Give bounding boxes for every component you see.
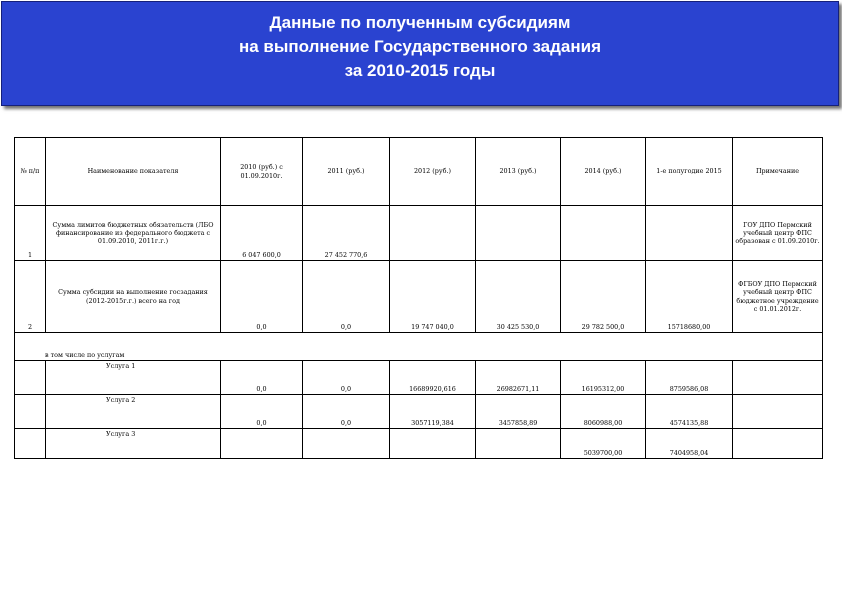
row1-2014 bbox=[561, 206, 646, 261]
service1-name: Услуга 1 bbox=[46, 361, 221, 395]
header-note: Примечание bbox=[733, 138, 823, 206]
header-2011: 2011 (руб.) bbox=[303, 138, 390, 206]
table-row bbox=[15, 395, 823, 429]
service1-2011: 0,0 bbox=[303, 361, 390, 395]
title-line-2: на выполнение Государственного задания bbox=[238, 37, 602, 56]
table-row bbox=[15, 206, 823, 261]
service2-2010: 0,0 bbox=[221, 395, 303, 429]
service2-2015: 4574135,88 bbox=[646, 395, 733, 429]
row2-name: Сумма субсидии на выполнение госзадания (2012-2015г.г.) всего на год bbox=[46, 261, 221, 333]
table-row bbox=[15, 361, 823, 395]
service3-2010 bbox=[221, 429, 303, 459]
row2-2015: 15718680,00 bbox=[646, 261, 733, 333]
service1-2014: 16195312,00 bbox=[561, 361, 646, 395]
service1-2010: 0,0 bbox=[221, 361, 303, 395]
service1-note bbox=[733, 361, 823, 395]
service2-2013: 3457858,89 bbox=[476, 395, 561, 429]
row2-2014: 29 782 500,0 bbox=[561, 261, 646, 333]
service2-name: Услуга 2 bbox=[46, 395, 221, 429]
service3-2012 bbox=[390, 429, 476, 459]
subtitle-row bbox=[15, 333, 823, 361]
row1-num: 1 bbox=[15, 206, 46, 261]
service1-2013: 26982671,11 bbox=[476, 361, 561, 395]
row1-2015 bbox=[646, 206, 733, 261]
header-2012: 2012 (руб.) bbox=[390, 138, 476, 206]
header-num: № п/п bbox=[15, 138, 46, 206]
service1-num bbox=[15, 361, 46, 395]
service1-2012: 16689920,616 bbox=[390, 361, 476, 395]
header-2010: 2010 (руб.) с 01.09.2010г. bbox=[221, 138, 303, 206]
service3-name: Услуга 3 bbox=[46, 429, 221, 459]
row2-2013: 30 425 530,0 bbox=[476, 261, 561, 333]
title-line-3: за 2010-2015 годы bbox=[344, 61, 496, 80]
service2-2014: 8060988,00 bbox=[561, 395, 646, 429]
service2-2011: 0,0 bbox=[303, 395, 390, 429]
table-row bbox=[15, 429, 823, 459]
service2-note bbox=[733, 395, 823, 429]
row2-num: 2 bbox=[15, 261, 46, 333]
service3-note bbox=[733, 429, 823, 459]
row2-2011: 0,0 bbox=[303, 261, 390, 333]
row2-2010: 0,0 bbox=[221, 261, 303, 333]
service3-num bbox=[15, 429, 46, 459]
services-subtitle: в том числе по услугам bbox=[15, 333, 823, 361]
row2-2012: 19 747 040,0 bbox=[390, 261, 476, 333]
subsidies-table bbox=[14, 137, 823, 459]
row2-note: ФГБОУ ДПО Пермский учебный центр ФПС бюджетное учреждение с 01.01.2012г. bbox=[733, 261, 823, 333]
header-row bbox=[15, 138, 823, 206]
header-2015: 1-е полугодие 2015 bbox=[646, 138, 733, 206]
header-2014: 2014 (руб.) bbox=[561, 138, 646, 206]
service1-2015: 8759586,08 bbox=[646, 361, 733, 395]
row1-name: Сумма лимитов бюджетных обязательств (ЛБО финансирование из федерального бюджета с 01.09.2010, 2011г.г.) bbox=[46, 206, 221, 261]
row1-2010: 6 047 600,0 bbox=[221, 206, 303, 261]
header-name: Наименование показателя bbox=[46, 138, 221, 206]
service2-num bbox=[15, 395, 46, 429]
service3-2013 bbox=[476, 429, 561, 459]
title-line-1: Данные по полученным субсидиям bbox=[269, 13, 571, 32]
service3-2014: 5039700,00 bbox=[561, 429, 646, 459]
page-title bbox=[1, 1, 839, 106]
table-row bbox=[15, 261, 823, 333]
header-2013: 2013 (руб.) bbox=[476, 138, 561, 206]
service2-2012: 3057119,384 bbox=[390, 395, 476, 429]
row1-2013 bbox=[476, 206, 561, 261]
row1-2012 bbox=[390, 206, 476, 261]
service3-2011 bbox=[303, 429, 390, 459]
row1-2011: 27 452 770,6 bbox=[303, 206, 390, 261]
service3-2015: 7404958,04 bbox=[646, 429, 733, 459]
row1-note: ГОУ ДПО Пермский учебный центр ФПС образован с 01.09.2010г. bbox=[733, 206, 823, 261]
